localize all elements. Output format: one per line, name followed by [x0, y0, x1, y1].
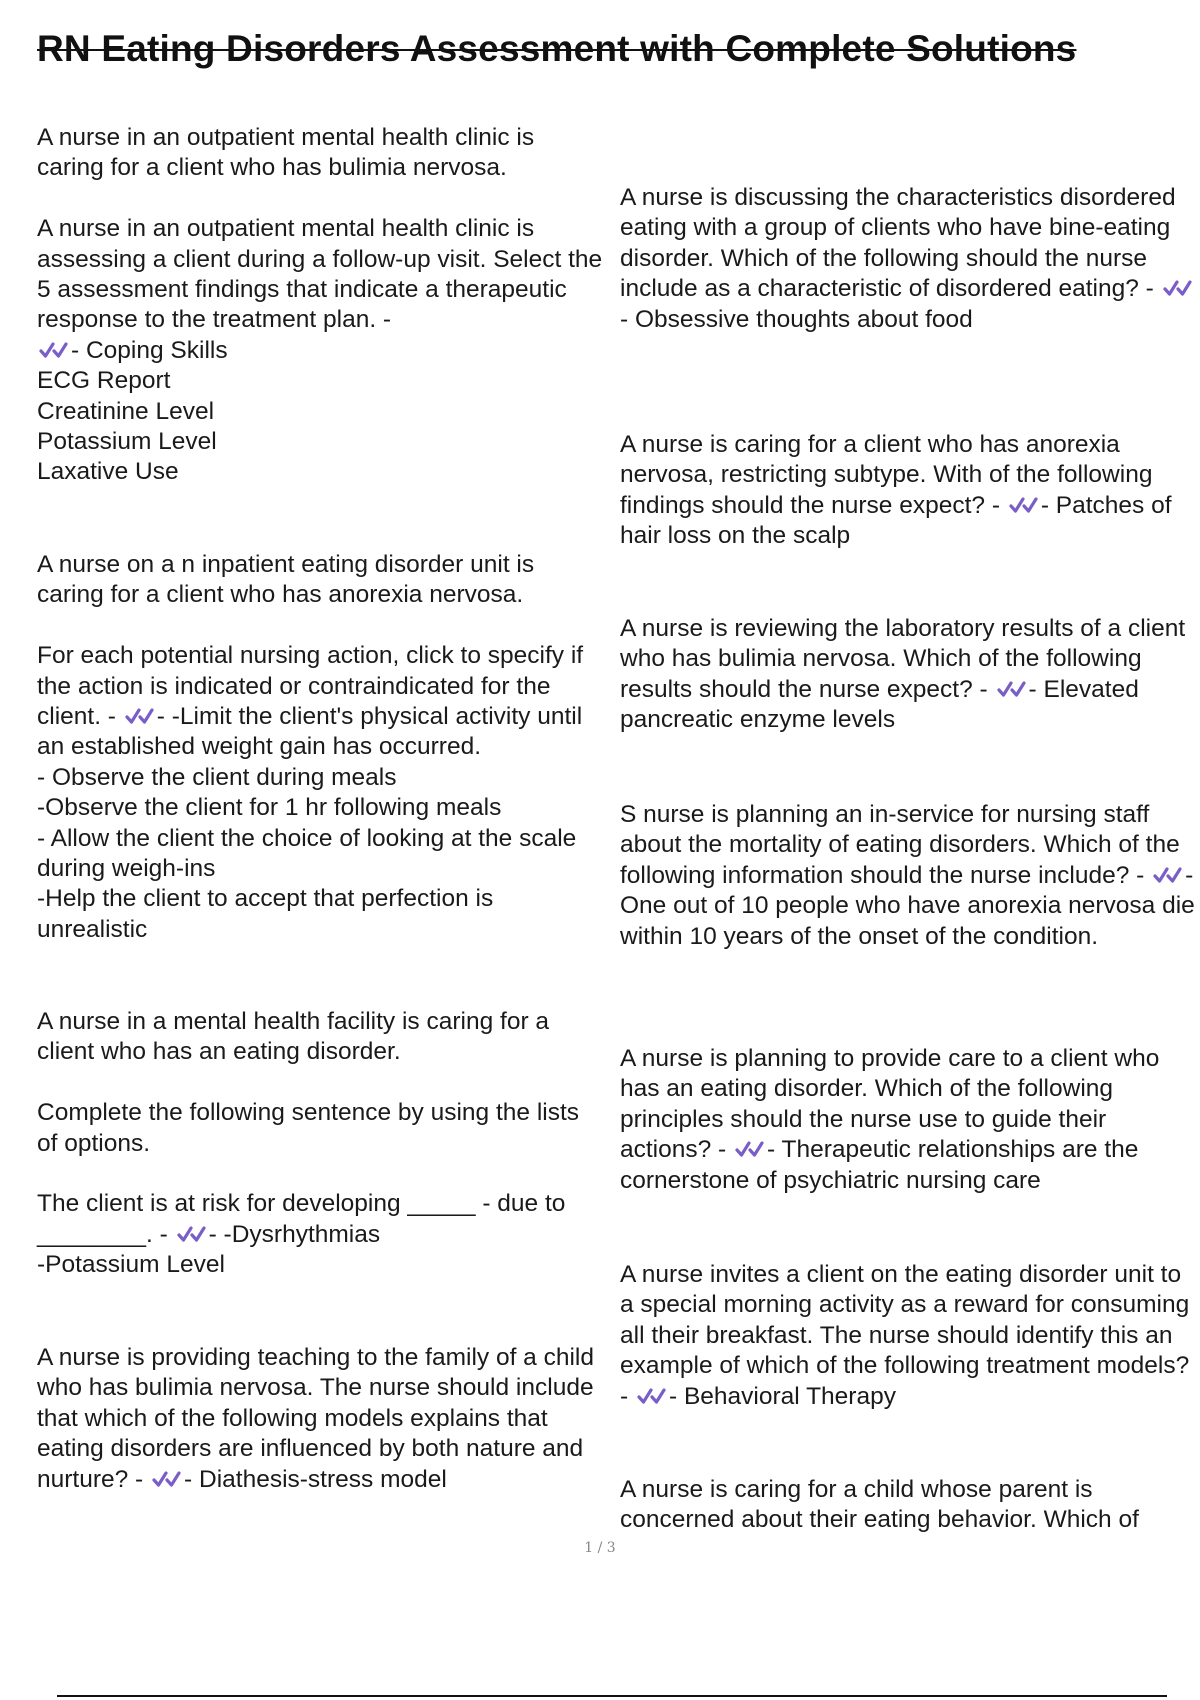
question-context: A nurse on a n inpatient eating disorder unit is caring for a client who has anorexia nervosa. [37, 551, 535, 609]
double-check-icon [152, 1468, 182, 1490]
question-text: A nurse invites a client on the eating disorder unit to a special morning activity as a reward for consuming all their breakfast. The nurse should identify this an example of which of the following treatment models? - - Behavioral Therapy [620, 1261, 1190, 1410]
answer-line: -Help the client to accept that perfection is unrealistic [37, 885, 494, 943]
question-text: A nurse in an outpatient mental health clinic is assessing a client during a follow-up visit. Select the 5 assessment findings that indicate a therapeutic response to the treatment plan. - - Coping Skills [37, 215, 603, 364]
question-text: For each potential nursing action, click to specify if the action is indicated or contraindicated for the client. - - -Limit the client's physical activity until an established weight gain has occurred. [37, 642, 584, 761]
double-check-icon [997, 678, 1027, 700]
answer-text: - Obsessive thoughts about food [620, 305, 973, 333]
answer-text: - Diathesis-stress model [184, 1465, 447, 1493]
question-diathesis-stress [37, 1343, 605, 1495]
question-therapeutic-relationships [620, 1044, 1195, 1196]
question-child-eating-behavior [620, 1475, 1195, 1536]
answer-line: Laxative Use [37, 458, 179, 486]
answer-text: - One out of 10 people who have anorexia nervosa die within 10 years of the onset of the condition. [620, 861, 1195, 950]
answer-line: -Potassium Level [37, 1251, 225, 1279]
answer-text: - Patches of hair loss on the scalp [620, 491, 1172, 550]
answer-line: - Allow the client the choice of looking at the scale during weigh-ins [37, 824, 577, 883]
answer-text: - Behavioral Therapy [668, 1382, 896, 1410]
question-text: A nurse is reviewing the laboratory results of a client who has bulimia nervosa. Which of the following results should the nurse expect? - - Elevated pancreatic enzyme levels [620, 615, 1186, 734]
question-text: The client is at risk for developing _____ - due to ________. - - -Dysrhythmias [37, 1190, 566, 1248]
question-coping-skills [37, 123, 605, 488]
question-nursing-actions [37, 550, 605, 945]
double-check-icon [637, 1385, 667, 1407]
double-check-icon [39, 339, 69, 361]
question-text: A nurse is caring for a child whose parent is concerned about their eating behavior. Which of [620, 1476, 1139, 1534]
double-check-icon [125, 705, 155, 727]
answer-line: ECG Report [37, 367, 171, 395]
double-check-icon [177, 1223, 207, 1245]
answer-line: -Observe the client for 1 hr following meals [37, 794, 502, 822]
answer-text: - Coping Skills [71, 336, 228, 364]
double-check-icon [1153, 864, 1183, 886]
question-treatment-models [620, 1260, 1195, 1412]
page-number: 1 / 3 [584, 1540, 616, 1556]
question-lab-results [620, 614, 1195, 736]
question-text: A nurse is planning to provide care to a client who has an eating disorder. Which of the following principles should the nurse use to guide their actions? - - Therapeutic relationships are the cornerstone of psychiatric nursing care [620, 1045, 1160, 1194]
answer-text: - -Dysrhythmias [208, 1220, 381, 1248]
question-text: S nurse is planning an in-service for nursing staff about the mortality of eating disorders. Which of the following information should the nurse include? - - One out of 10 people who have anorexia nervosa die within 10 years of the onset of the condition. [620, 801, 1195, 950]
double-check-icon [1163, 277, 1193, 299]
question-text: A nurse is discussing the characteristics disordered eating with a group of clients who have bine-eating disorder. Which of the following should the nurse include as a characteristic of disordered eating? - - Obsessive thoughts about food [620, 183, 1195, 335]
question-anorexia-findings [620, 430, 1195, 552]
double-check-icon [1009, 494, 1039, 516]
question-text: Complete the following sentence by using the lists of options. [37, 1099, 580, 1157]
answer-text: - -Limit the client's physical activity until an established weight gain has occurred. [37, 703, 583, 761]
question-risk-sentence [37, 1007, 605, 1281]
document-title: RN Eating Disorders Assessment with Complete Solutions [37, 28, 1077, 69]
question-text: A nurse is caring for a client who has anorexia nervosa, restricting subtype. With of the following findings should the nurse expect? - - Patches of hair loss on the scalp [620, 431, 1172, 550]
bottom-divider [57, 1695, 1167, 1697]
double-check-icon [735, 1138, 765, 1160]
question-disordered-eating [620, 183, 1195, 335]
answer-line: Creatinine Level [37, 397, 215, 425]
answer-line: Potassium Level [37, 428, 217, 456]
answer-line: - Observe the client during meals [37, 763, 397, 791]
answer-text: - Therapeutic relationships are the cornerstone of psychiatric nursing care [620, 1136, 1139, 1194]
question-context: A nurse in an outpatient mental health clinic is caring for a client who has bulimia nervosa. [37, 124, 535, 182]
answer-text: - Elevated pancreatic enzyme levels [620, 675, 1139, 734]
question-context: A nurse in a mental health facility is caring for a client who has an eating disorder. [37, 1008, 550, 1066]
question-mortality [620, 800, 1195, 952]
question-text: A nurse is providing teaching to the family of a child who has bulimia nervosa. The nurse should include that which of the following models explains that eating disorders are influenced by both nature and nurture? - - Diathesis-stress model [37, 1344, 595, 1493]
